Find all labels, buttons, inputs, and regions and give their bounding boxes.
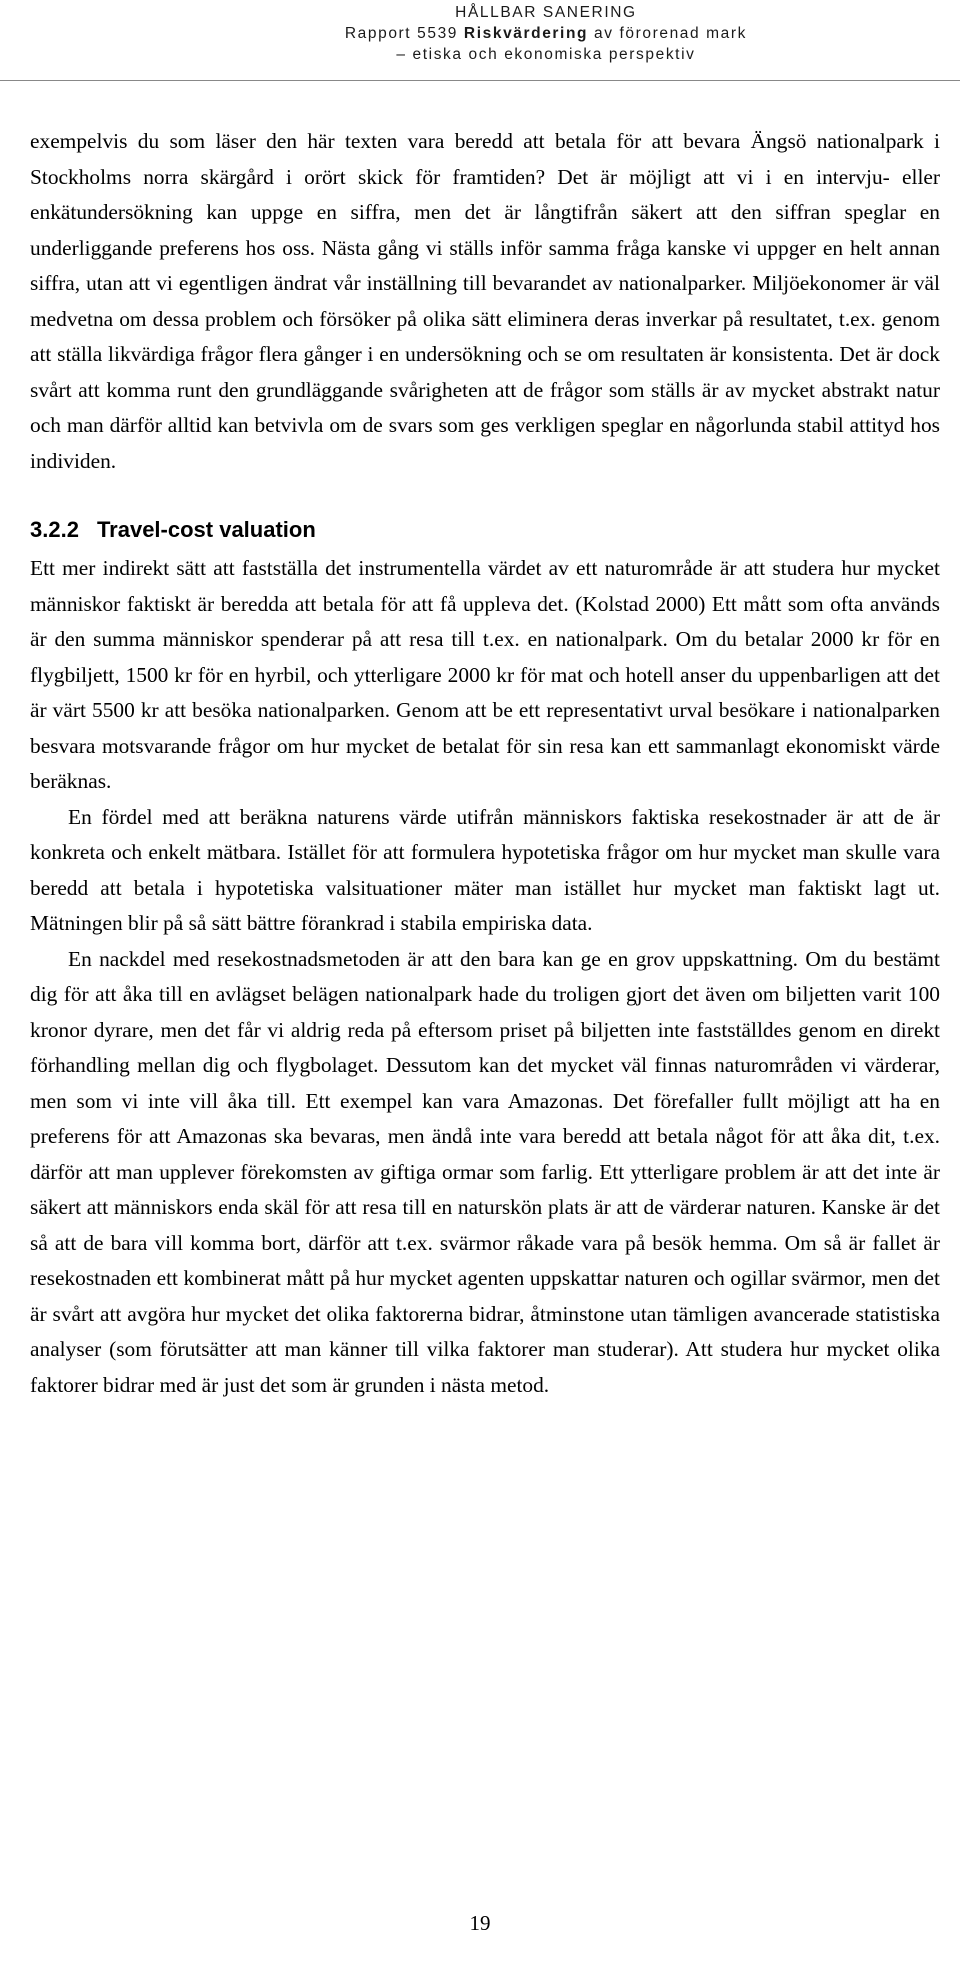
section-title: Travel-cost valuation (96, 517, 316, 542)
section-number: 3.2.2 (30, 517, 79, 542)
page-body (30, 124, 940, 1403)
section-paragraph-3: En nackdel med resekostnadsmetoden är att den bara kan ge en grov uppskattning. Om du bestämt dig för att åka till en avlägset belägen nationalpark hade du troligen gjort det även om biljetten varit 100 kronor dyrare, men det får vi aldrig reda på eftersom priset på biljetten inte fastställdes genom en direkt förhandling mellan dig och flygbolaget. Dessutom kan det mycket väl finnas naturområden vi värderar, men som vi inte vill åka till. Ett exempel kan vara Amazonas. Det förefaller fullt möjligt att ha en preferens för att Amazonas ska bevaras, men ändå inte vara beredd att betala något för att åka dit, t.ex. därför att man upplever förekomsten av giftiga ormar som farlig. Ett ytterligare problem är att det inte är säkert att människors enda skäl för att resa till en naturskön plats är att de värderar naturen. Kanske är det så att de bara vill komma bort, därför att t.ex. svärmor råkade vara på besök hemma. Om så är fallet är resekostnaden ett kombinerat mått på hur mycket agenten uppskattar naturen och ogillar svärmor, men det är svårt att avgöra hur mycket det olika faktorerna bidrar, åtminstone utan tämligen avancerade statistiska analyser (som förutsätter att man känner till vilka faktorer man studerar). Att studera hur mycket olika faktorer bidrar med är just det som är grunden i nästa metod. (30, 946, 940, 1397)
header-divider (0, 80, 960, 81)
section-paragraph-2: En fördel med att beräkna naturens värde utifrån människors faktiska resekostnader är att de är konkreta och enkelt mätbara. Istället för att formulera hypotetiska frågor om hur mycket man skulle vara beredd att betala i hypotetiska valsituationer mäter man istället hur mycket man faktiskt lagt ut. Mätningen blir på så sätt bättre förankrad i stabila empiriska data. (30, 804, 940, 935)
header-report-bold: Riskvärdering (463, 25, 589, 42)
header-report-line (345, 23, 747, 44)
header-title: HÅLLBAR SANERING (455, 4, 637, 21)
header-report-prefix: Rapport 5539 (344, 25, 464, 42)
header-subtitle: – etiska och ekonomiska perspektiv (396, 46, 696, 63)
running-header (345, 2, 747, 65)
section-paragraph-1: Ett mer indirekt sätt att fastställa det instrumentella värdet av ett naturområde är att studera hur mycket människor faktiskt är beredda att betala för att få uppleva det. (Kolstad 2000) Ett mått som ofta används är den summa människor spenderar på att resa till t.ex. en nationalpark. Om du betalar 2000 kr för en flygbiljett, 1500 kr för en hyrbil, och ytterligare 2000 kr för mat och hotell anser du uppenbarligen att det är värt 5500 kr att besöka nationalparken. Genom att be ett representativt urval besökare i nationalparken besvara motsvarande frågor om hur mycket de betalat för sin resa kan ett sammanlagt ekonomiskt värde beräknas. (30, 556, 940, 793)
header-report-suffix: av förorenad mark (588, 25, 747, 42)
page-number: 19 (469, 1911, 491, 1935)
section-heading (30, 515, 940, 545)
intro-paragraph: exempelvis du som läser den här texten vara beredd att betala för att bevara Ängsö nationalpark i Stockholms norra skärgård i orört skick för framtiden? Det är möjligt att vi i en intervju- eller enkätundersökning kan uppge en siffra, men det är långtifrån säkert att den siffran speglar en underliggande preferens hos oss. Nästa gång vi ställs inför samma fråga kanske vi uppger en helt annan siffra, utan att vi egentligen ändrat vår inställning till bevarandet av nationalparker. Miljöekonomer är väl medvetna om dessa problem och försöker på olika sätt eliminera deras inverkar på resultatet, t.ex. genom att ställa likvärdiga frågor flera gånger i en undersökning och se om resultaten är konsistenta. Det är dock svårt att komma runt den grundläggande svårigheten att de frågor som ställs är av mycket abstrakt natur och man därför alltid kan betvivla om de svars som ges verkligen speglar en någorlunda stabil attityd hos individen. (30, 129, 940, 473)
